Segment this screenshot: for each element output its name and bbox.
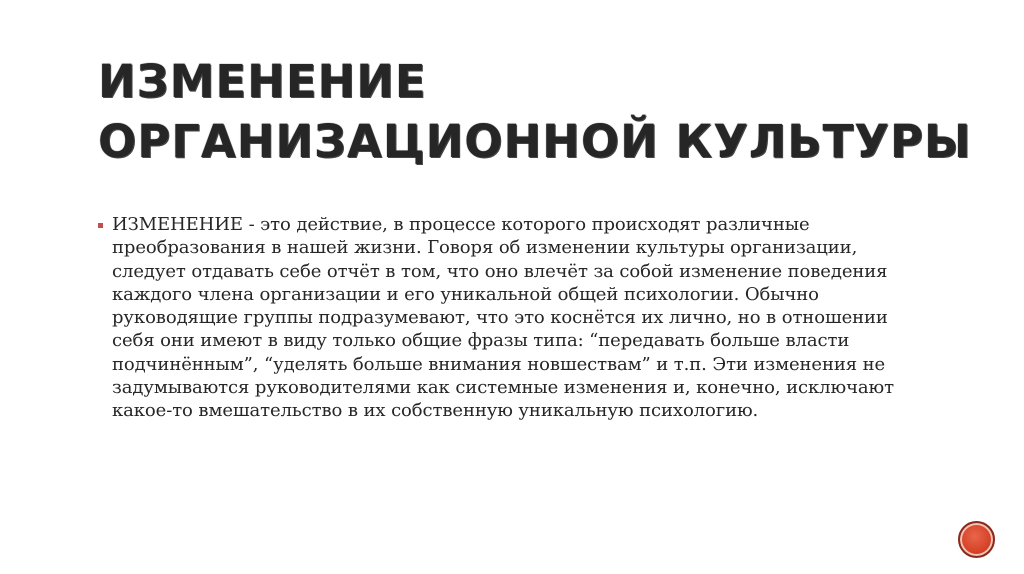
- slide-nav-button[interactable]: [958, 521, 995, 558]
- bullet-item: [98, 213, 918, 423]
- slide-content: [98, 213, 918, 423]
- slide-title: [98, 52, 972, 172]
- bullet-text: ИЗМЕНЕНИЕ - это действие, в процессе которого происходят различные преобразования в нашей жизни. Говоря об изменении культуры организации, следует отдавать себе отчёт в том, что оно влечёт за собой изменение поведения каждого члена организации и его уникальной общей психологии. Обычно руководящие группы подразумевают, что это коснётся их лично, но в отношении себя они имеют в виду только общие фразы типа: “передавать больше власти подчинённым”, “уделять больше внимания новшествам” и т.п. Эти изменения не задумываются руководителями как системные изменения и, конечно, исключают какое-то вмешательство в их собственную уникальную психологию.: [112, 214, 894, 422]
- title-line-2: ОРГАНИЗАЦИОННОЙ КУЛЬТУРЫ: [98, 115, 972, 168]
- title-line-1: ИЗМЕНЕНИЕ: [98, 55, 427, 108]
- bullet-square-icon: [98, 223, 103, 228]
